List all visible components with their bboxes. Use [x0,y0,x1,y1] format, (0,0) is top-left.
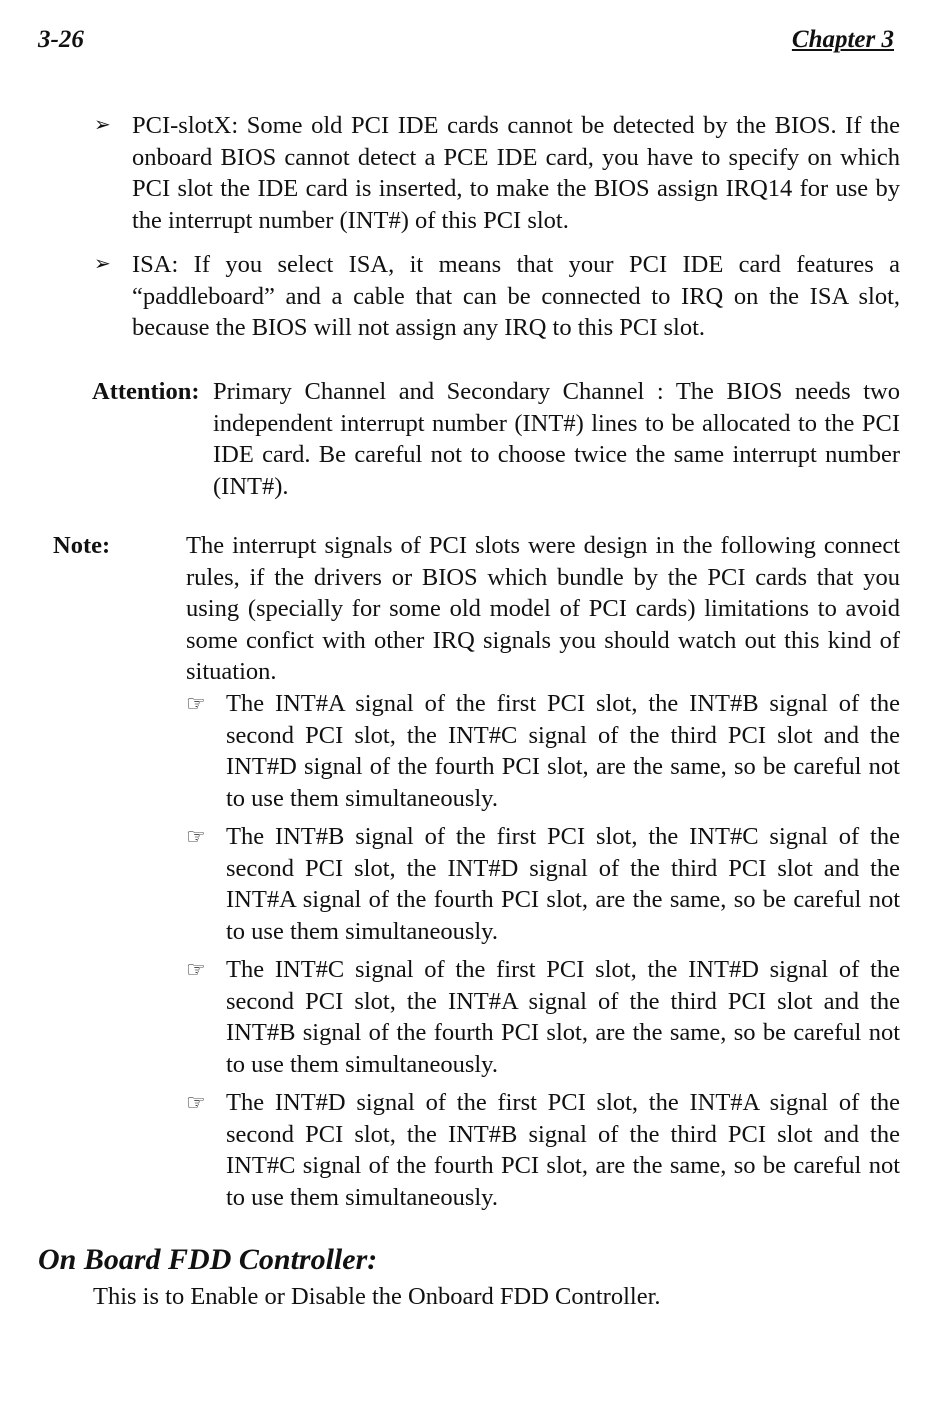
chapter-heading: Chapter 3 [791,26,894,53]
section-body: This is to Enable or Disable the Onboard FDD Controller. [93,1283,661,1310]
section-title: On Board FDD Controller: [38,1243,378,1276]
pointing-hand-icon: ☞ [186,691,206,716]
pointing-hand-icon: ☞ [186,824,206,849]
note-item: The INT#A signal of the first PCI slot, the INT#B signal of the second PCI slot, the INT#C signal of the third PCI slot and the INT#D signal of the fourth PCI slot, are the same, so be careful not to use them simultaneously. [226,690,900,812]
note-item: The INT#B signal of the first PCI slot, the INT#C signal of the second PCI slot, the INT#D signal of the third PCI slot and the INT#A signal of the fourth PCI slot, are the same, so be careful not to use them simultaneously. [226,823,900,945]
note-text: The interrupt signals of PCI slots were design in the following connect rules, if the drivers or BIOS which bundle by the PCI cards that you using (specially for some old model of PCI cards) limitations to avoid some confict with other IRQ signals you should watch out this kind of situation. [186,532,900,686]
note-item: The INT#D signal of the first PCI slot, the INT#A signal of the second PCI slot, the INT#B signal of the third PCI slot and the INT#C signal of the fourth PCI slot, are the same, so be careful not to use them simultaneously. [226,1089,900,1211]
attention-text: Primary Channel and Secondary Channel : The BIOS needs two independent interrupt number (INT#) lines to be allocated to the PCI IDE card. Be careful not to choose twice the same interrupt number (INT#). [213,378,900,500]
attention-label: Attention: [92,378,200,405]
note-label: Note: [53,532,111,559]
bullet-isa: ISA: If you select ISA, it means that your PCI IDE card features a “paddleboard” and a cable that can be connected to IRQ on the ISA slot, because the BIOS will not assign any IRQ to this PCI slot. [132,251,900,342]
arrow-bullet-icon: ➢ [94,114,111,136]
arrow-bullet-icon: ➢ [94,253,111,275]
page-number: 3-26 [38,26,84,53]
pointing-hand-icon: ☞ [186,1090,206,1115]
pointing-hand-icon: ☞ [186,957,206,982]
bullet-pci-slotx: PCI-slotX: Some old PCI IDE cards cannot be detected by the BIOS. If the onboard BIOS cannot detect a PCE IDE card, you have to specify on which PCI slot the IDE card is inserted, to make the BIOS assign IRQ14 for use by the interrupt number (INT#) of this PCI slot. [132,112,900,234]
note-item: The INT#C signal of the first PCI slot, the INT#D signal of the second PCI slot, the INT#A signal of the third PCI slot and the INT#B signal of the fourth PCI slot, are the same, so be careful not to use them simultaneously. [226,956,900,1078]
